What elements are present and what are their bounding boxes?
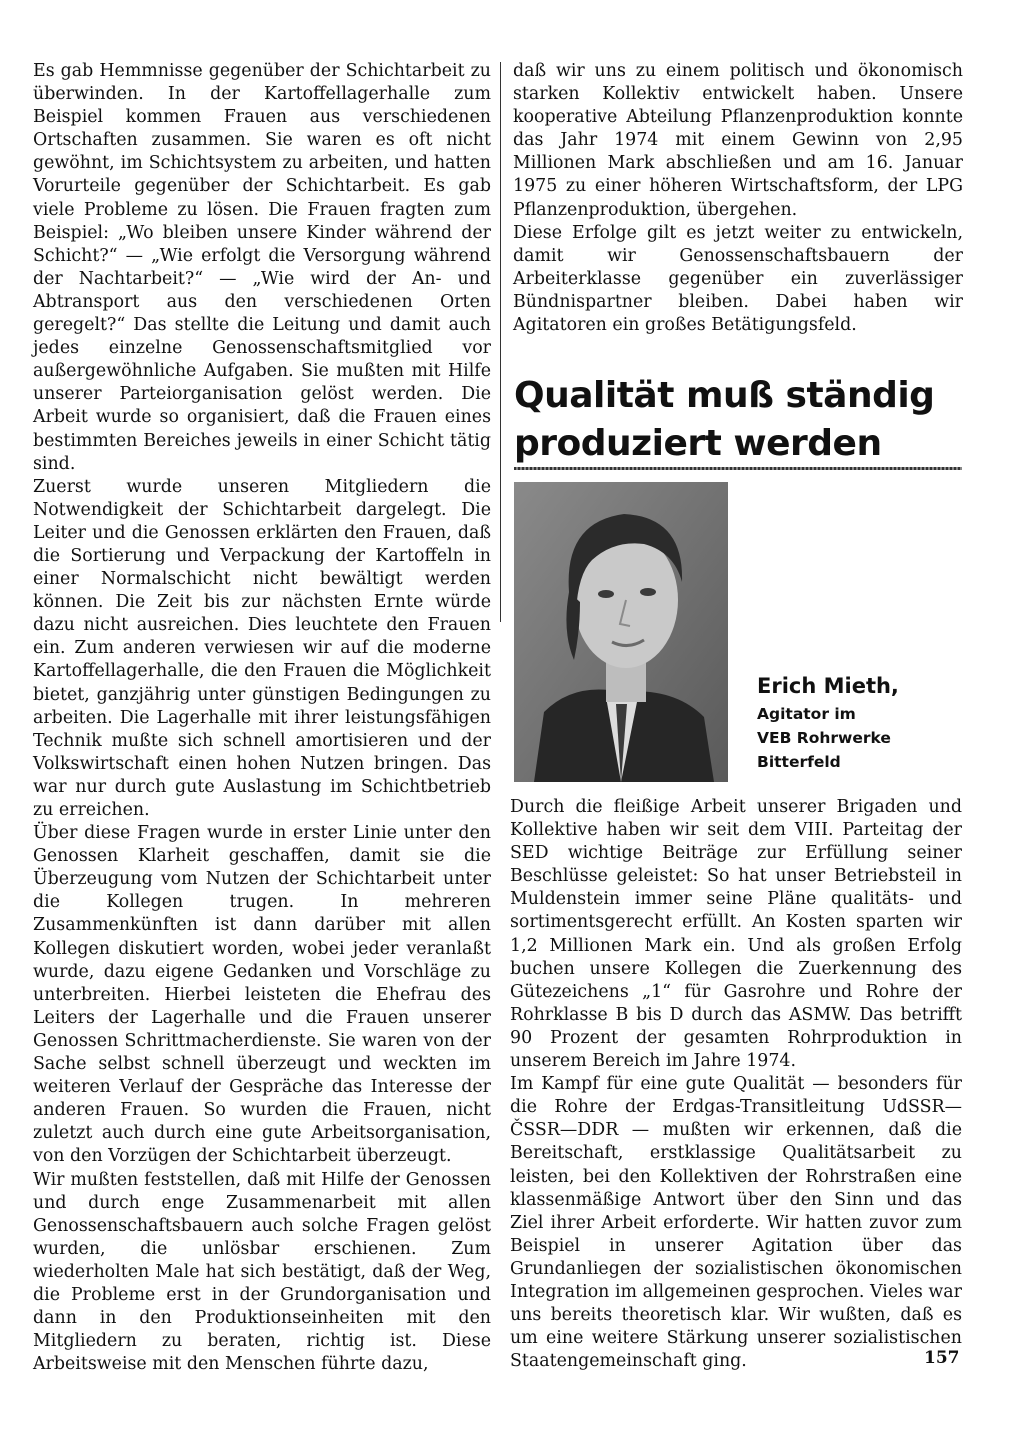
paragraph: Diese Erfolge gilt es jetzt weiter zu entwickeln, damit wir Genossenschaftsbauern der Arbeiterklasse gegenüber ein zuverlässiger Bündnispartner bleiben. Dabei haben wir Agitatoren ein großes Betätigungsfeld.: [513, 222, 963, 336]
article-body: [510, 796, 962, 1373]
headline-line: produziert werden: [514, 423, 882, 464]
portrait-icon: [514, 482, 728, 782]
paragraph: Zuerst wurde unseren Mitgliedern die Notwendigkeit der Schichtarbeit dargelegt. Die Leiter und die Genossen erklärten den Frauen, daß die Sortierung und Verpackung der Kartoffeln in einer Normalschicht nicht bewältigt werden können. Die Zeit bis zur nächsten Ernte würde dazu nicht ausreichen. Dies leuchtete den Frauen ein. Zum anderen verwiesen wir auf die moderne Kartoffellagerhalle, die den Frauen die Möglichkeit bietet, ganzjährig unter günstigen Bedingungen zu arbeiten. Die Lagerhalle mit ihrer leistungsfähigen Technik mußte sich schnell amortisieren und der Volkswirtschaft einen hohen Nutzen bringen. Das war nur durch gute Auslastung im Schichtbetrieb zu erreichen.: [33, 476, 491, 820]
paragraph: Es gab Hemmnisse gegenüber der Schichtarbeit zu überwinden. In der Kartoffellagerhalle zum Beispiel kommen Frauen aus verschiedenen Ortschaften zusammen. Sie waren es oft nicht gewöhnt, im Schichtsystem zu arbeiten, und hatten Vorurteile gegenüber der Schichtarbeit. Es gab viele Probleme zu lösen. Die Frauen fragten zum Beispiel: „Wo bleiben unsere Kinder während der Schicht?“ — „Wie erfolgt die Versorgung während der Nachtarbeit?“ — „Wie wird der An- und Abtransport aus den verschiedenen Orten geregelt?“ Das stellte die Leitung und damit auch jedes einzelne Genossenschaftsmitglied vor außergewöhnliche Aufgaben. Sie mußten mit Hilfe unserer Parteiorganisation gelöst werden. Die Arbeit wurde so organisiert, daß die Frauen eines bestimmten Bereiches jeweils in einer Schicht tätig sind.: [33, 61, 491, 474]
caption-name: Erich Mieth,: [757, 674, 899, 698]
paragraph: Durch die fleißige Arbeit unserer Brigaden und Kollektive haben wir seit dem VIII. Parteitag der SED wichtige Beiträge zur Erfüllung seiner Beschlüsse geleistet: So hat unser Betriebsteil in Muldenstein immer seine Pläne qualitäts- und sortimentsgerecht erfüllt. An Kosten sparten wir 1,2 Millionen Mark ein. Und als großen Erfolg buchen unsere Kollegen die Zuerkennung des Gütezeichens „1“ für Gasrohre und Rohre der Rohrklasse B bis D durch das ASMW. Das betrifft 90 Prozent der gesamten Rohrproduktion in unserem Bereich im Jahre 1974.: [510, 797, 962, 1072]
paragraph: Im Kampf für eine gute Qualität — besonders für die Rohre der Erdgas-Transitleitung UdSSR—ČSSR—DDR — mußten wir erkennen, daß die Bereitschaft, erstklassige Qualitätsarbeit zu leisten, bei den Kollektiven der Rohrstraßen eine klassenmäßige Antwort über den Sinn und das Ziel ihrer Arbeit erforderte. Wir hatten zuvor zum Beispiel in unserer Agitation über das Grundanliegen der sozialistischen ökonomischen Integration im allgemeinen gesprochen. Vieles war uns bereits theoretisch klar. Wir wußten, daß es um eine weitere Stärkung unserer sozialistischen Staatengemeinschaft ging.: [510, 1074, 962, 1372]
headline-line: Qualität muß ständig: [514, 375, 935, 416]
column-divider: [500, 62, 501, 622]
photo-caption: [757, 672, 957, 774]
article-headline: [514, 372, 954, 468]
paragraph: daß wir uns zu einem politisch und ökonomisch starken Kollektiv entwickelt haben. Unsere kooperative Abteilung Pflanzenproduktion konnte das Jahr 1974 mit einem Gewinn von 2,95 Millionen Mark abschließen und am 16. Januar 1975 zu einer höheren Wirtschaftsform, der LPG Pflanzenproduktion, übergehen.: [513, 61, 963, 220]
page-number: 157: [924, 1348, 960, 1368]
portrait-photo: [514, 482, 728, 782]
left-column: [33, 60, 491, 1376]
caption-city: Bitterfeld: [757, 753, 841, 771]
caption-company: VEB Rohrwerke: [757, 729, 891, 747]
headline-underline: [514, 467, 962, 470]
right-column-top: [513, 60, 963, 337]
caption-role: Agitator im: [757, 705, 856, 723]
paragraph: Über diese Fragen wurde in erster Linie unter den Genossen Klarheit geschaffen, damit sie die Überzeugung vom Nutzen der Schichtarbeit unter die Kollegen trugen. In mehreren Zusammenkünften ist dann darüber mit allen Kollegen diskutiert worden, wobei jeder veranlaßt wurde, dazu eigene Gedanken und Vorschläge zu unterbreiten. Hierbei leisteten die Ehefrau des Leiters der Lagerhalle und die Frauen unserer Genossen Schrittmacherdienste. Sie waren von der Sache selbst schnell überzeugt und weckten im weiteren Verlauf der Gespräche das Interesse der anderen Frauen. So wurden die Frauen, nicht zuletzt auch durch eine gute Arbeitsorganisation, von den Vorzügen der Schichtarbeit überzeugt.: [33, 823, 491, 1167]
paragraph: Wir mußten feststellen, daß mit Hilfe der Genossen und durch enge Zusammenarbeit mit allen Genossenschaftsbauern auch solche Fragen gelöst wurden, die unlösbar erschienen. Zum wiederholten Male hat sich bestätigt, daß der Weg, die Probleme erst in der Grundorganisation und dann in den Produktionseinheiten mit den Mitgliedern zu beraten, richtig ist. Diese Arbeitsweise mit den Menschen führte dazu,: [33, 1169, 491, 1375]
